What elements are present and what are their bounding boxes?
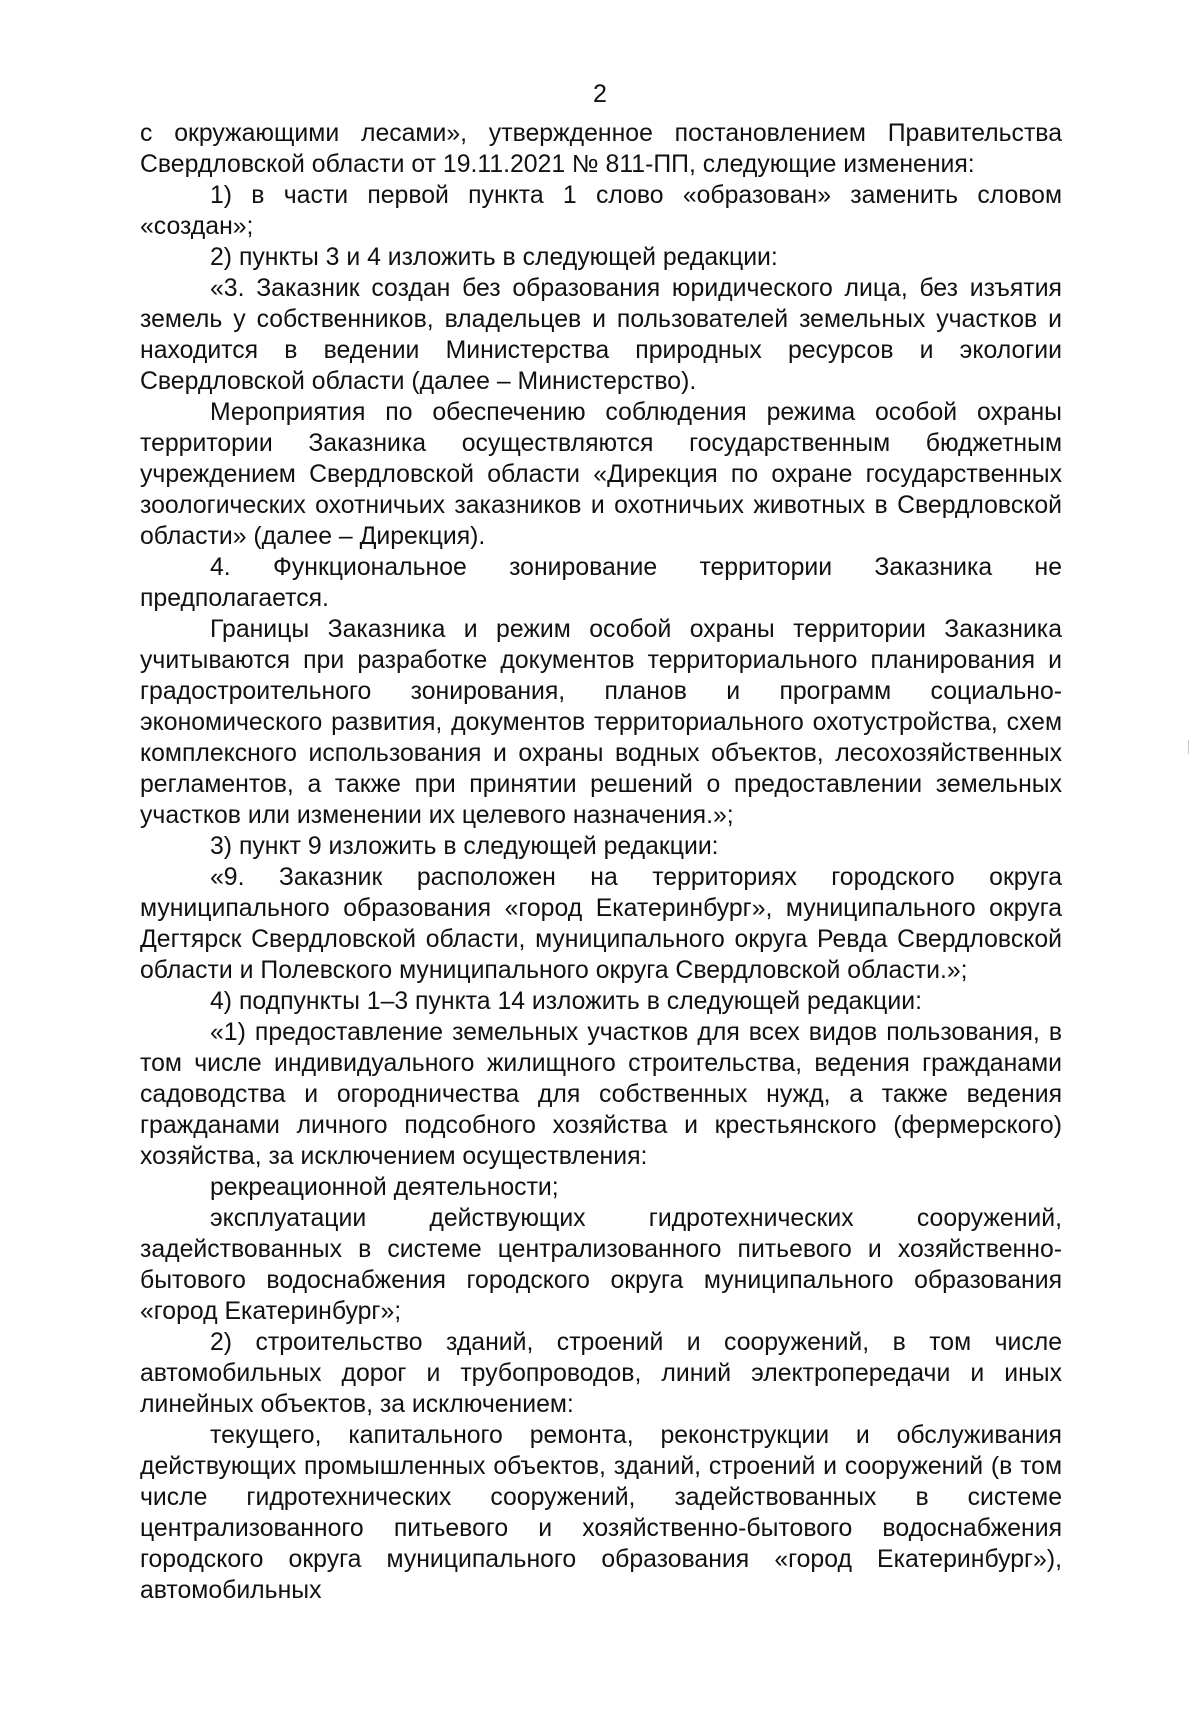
- paragraph-item-4-text: 4. Функциональное зонирование территории Заказника не предполагается.: [140, 554, 1062, 612]
- paragraph-item-9-text: «9. Заказник расположен на территориях городского округа муниципального образования «город Екатеринбург», муниципального округа Дегтярск Свердловской области, муниципального округа Ревда Свердловской области и Полевского муниципального округа Свердловской области.»;: [140, 864, 1062, 984]
- paragraph-amendment-3: 3) пункт 9 изложить в следующей редакции:: [210, 833, 719, 860]
- paragraph-item-3-text: «3. Заказник создан без образования юридического лица, без изъятия земель у собственников, владельцев и пользователей земельных участков и находится в ведении Министерства природных ресурсов и экологии Свердловской области (далее – Министерство).: [140, 275, 1062, 395]
- paragraph-amendment-2: 2) пункты 3 и 4 изложить в следующей редакции:: [210, 244, 778, 271]
- paragraph-measures: Мероприятия по обеспечению соблюдения режима особой охраны территории Заказника осуществляются государственным бюджетным учреждением Свердловской области «Дирекция по охране государственных зоологических охотничьих заказников и охотничьих животных в Свердловской области» (далее – Дирекция).: [140, 399, 1062, 550]
- paragraph-recreation: рекреационной деятельности;: [210, 1174, 559, 1201]
- paragraph-intro-continuation: с окружающими лесами», утвержденное постановлением Правительства Свердловской области от 19.11.2021 № 811-ПП, следующие изменения:: [140, 120, 1062, 178]
- paragraph-amendment-1: 1) в части первой пункта 1 слово «образован» заменить словом «создан»;: [140, 182, 1062, 240]
- scan-margin-mark: [1188, 740, 1189, 754]
- paragraph-amendment-4: 4) подпункты 1–3 пункта 14 изложить в следующей редакции:: [210, 988, 922, 1015]
- document-body: [140, 118, 1062, 1606]
- paragraph-repair: текущего, капитального ремонта, реконструкции и обслуживания действующих промышленных объектов, зданий, строений и сооружений (в том числе гидротехнических сооружений, задействованных в системе централизованного питьевого и хозяйственно-бытового водоснабжения городского округа муниципального образования «город Екатеринбург»), автомобильных: [140, 1422, 1062, 1604]
- paragraph-subitem-2: 2) строительство зданий, строений и сооружений, в том числе автомобильных дорог и трубопроводов, линий электропередачи и иных линейных объектов, за исключением:: [140, 1329, 1062, 1418]
- page-number: 2: [593, 80, 607, 108]
- paragraph-boundaries: Границы Заказника и режим особой охраны территории Заказника учитываются при разработке документов территориального планирования и градостроительного зонирования, планов и программ социально-экономического развития, документов территориального охотустройства, схем комплексного использования и охраны водных объектов, лесохозяйственных регламентов, а также при принятии решений о предоставлении земельных участков или изменении их целевого назначения.»;: [140, 616, 1062, 829]
- paragraph-exploitation: эксплуатации действующих гидротехнических сооружений, задействованных в системе централизованного питьевого и хозяйственно-бытового водоснабжения городского округа муниципального образования «город Екатеринбург»;: [140, 1205, 1062, 1325]
- paragraph-subitem-1: «1) предоставление земельных участков для всех видов пользования, в том числе индивидуального жилищного строительства, ведения гражданами садоводства и огородничества для собственных нужд, а также ведения гражданами личного подсобного хозяйства и крестьянского (фермерского) хозяйства, за исключением осуществления:: [140, 1019, 1062, 1170]
